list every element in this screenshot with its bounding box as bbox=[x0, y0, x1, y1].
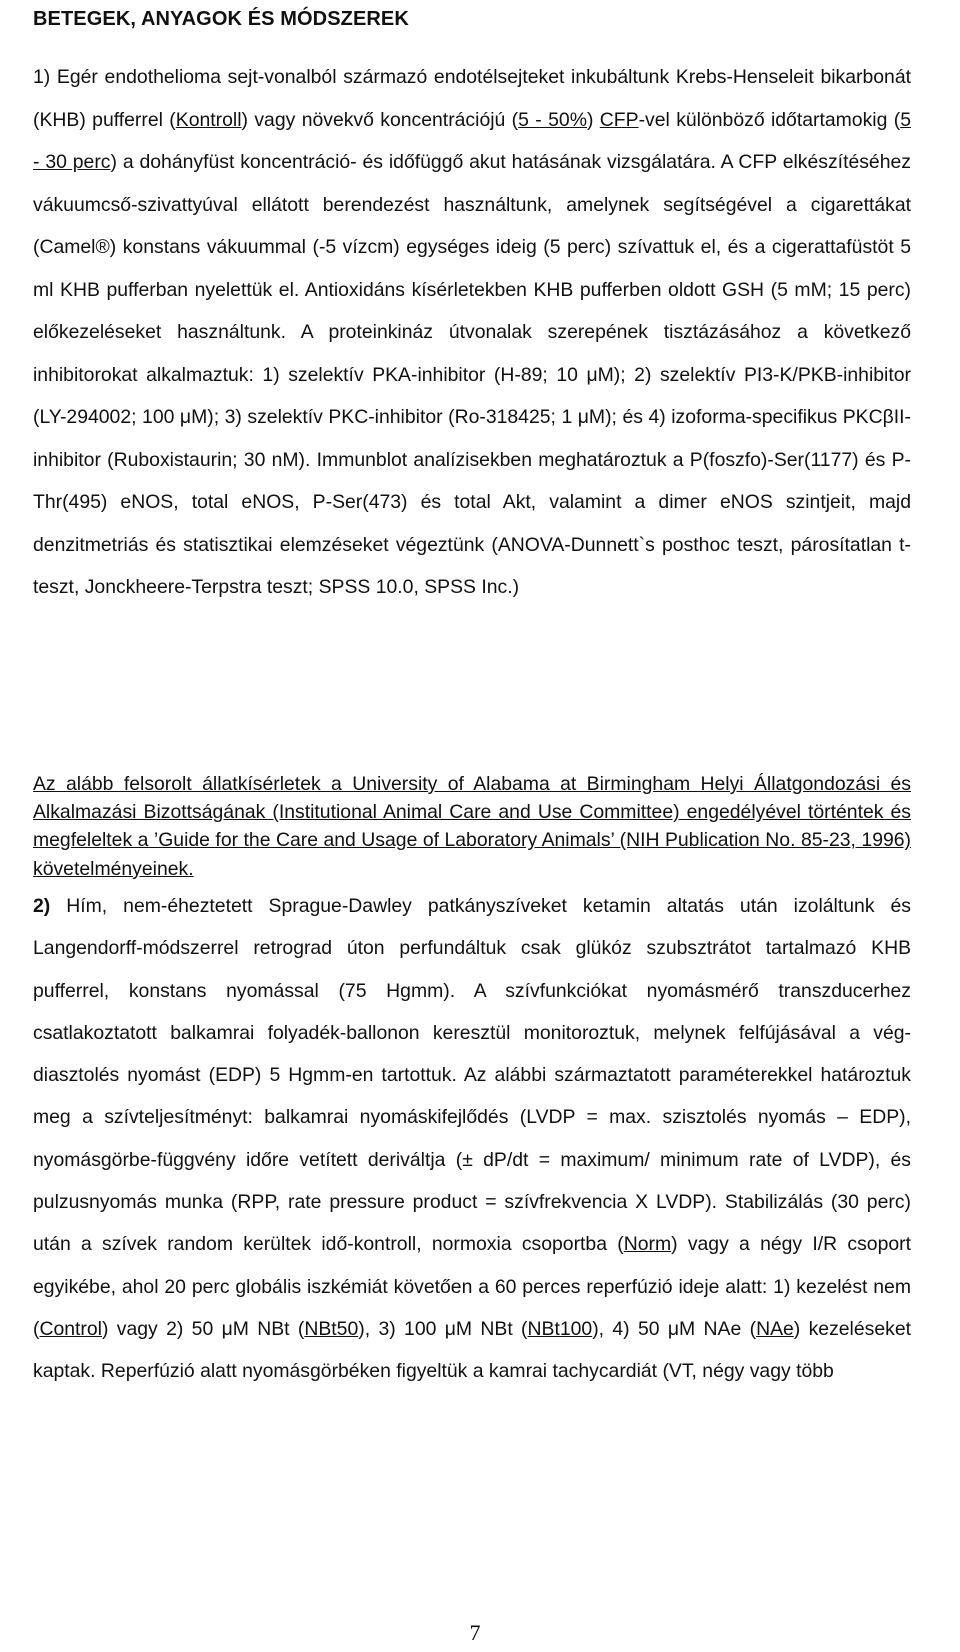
list-number: 2) bbox=[33, 895, 51, 917]
underlined-term: Norm bbox=[623, 1233, 672, 1256]
text-run: ) vagy a négy I/R csoport egyikébe, ahol 20 perc globális iszkémiát követően a 60 perces reperfúzió ideje alatt: 1) kezelést nem ( bbox=[33, 1233, 911, 1340]
paragraph-methods-cells bbox=[33, 56, 911, 609]
section-heading: BETEGEK, ANYAGOK ÉS MÓDSZEREK bbox=[33, 8, 409, 30]
underlined-term: 5 - 50% bbox=[518, 108, 587, 131]
underlined-term: NBt50 bbox=[304, 1317, 359, 1340]
paragraph-methods-hearts bbox=[33, 885, 911, 1393]
text-run: ) bbox=[586, 108, 600, 131]
underlined-term: 5 - 30 perc bbox=[33, 108, 911, 173]
text-run: ) a dohányfüst koncentráció- és időfüggő akut hatásának vizsgálatára. A CFP elkészítéséhez vákuumcső-szivattyúval ellátott berendezést használtunk, amelynek segítségével a cigarettákat (Camel®) konstans vákuummal (-5 vízcm) egységes ideig (5 perc) szívattuk el, és a cigerattafüstöt 5 ml KHB pufferban nyelettük el. Antioxidáns kísérletekben KHB pufferben oldott GSH (5 mM; 15 perc) előkezeléseket használtunk. A proteinkináz útvonalak szerepének tisztázásához a következő inhibitorokat alkalmaztuk: 1) szelektív PKA-inhibitor (H-89; 10 μM); 2) szelektív PI3-K/PKB-inhibitor (LY-294002; 100 μM); 3) szelektív PKC-inhibitor (Ro-318425; 1 μM); és 4) izoforma-specifikus PKCβII-inhibitor (Ruboxistaurin; 30 nM). Immunblot analízisekben meghatároztuk a P(foszfo)-Ser(1177) és P-Thr(495) eNOS, total eNOS, P-Ser(473) és total Akt, valamint a dimer eNOS szintjeit, majd denzitmetriás és statisztikai elemzéseket végeztünk (ANOVA-Dunnett`s posthoc teszt, párosítatlan t-teszt, Jonckheere-Terpstra teszt; SPSS 10.0, SPSS Inc.) bbox=[33, 151, 911, 598]
underlined-term: Control bbox=[39, 1317, 102, 1340]
text-run: 1) Egér endothelioma sejt-vonalból származó endotélsejteket inkubáltunk Krebs-Henseleit bikarbonát (KHB) pufferrel ( bbox=[33, 66, 911, 131]
text-run: ) kezeléseket kaptak. Reperfúzió alatt nyomásgörbéken figyeltük a kamrai tachycardiát (VT, négy vagy több bbox=[33, 1317, 911, 1383]
underlined-term: NBt100 bbox=[527, 1317, 593, 1340]
page-number: 7 bbox=[469, 1620, 481, 1645]
underlined-term: Kontroll bbox=[175, 108, 242, 131]
text-run: Hím, nem-éheztetett Sprague-Dawley patkányszíveket ketamin altatás után izoláltunk és Langendorff-módszerrel retrograd úton perfundáltuk csak glükóz szubsztrátot tartalmazó KHB pufferrel, konstans nyomással (75 Hgmm). A szívfunkciókat nyomásmérő transzducerhez csatlakoztatott balkamrai folyadék-ballonon keresztül monitoroztuk, melynek felfújásával a vég-diasztolés nyomást (EDP) 5 Hgmm-en tartottuk. Az alábbi származtatott paraméterekkel határoztuk meg a szívteljesítményt: balkamrai nyomáskifejlődés (LVDP = max. szisztolés nyomás – EDP), nyomásgörbe-függvény időre vetített deriváltja (± dP/dt = maximum/ minimum rate of LVDP), és pulzusnyomás munka (RPP, rate pressure product = szívfrekvencia X LVDP). Stabilizálás (30 perc) után a szívek random kerültek idő-kontroll, normoxia csoportba ( bbox=[33, 895, 911, 1256]
underlined-term: NAe bbox=[756, 1317, 794, 1340]
text-run: -vel különböző időtartamokig ( bbox=[638, 108, 901, 131]
text-run: ), 4) 50 μM NAe ( bbox=[592, 1317, 757, 1340]
text-run: ) vagy növekvő koncentrációjú ( bbox=[241, 108, 519, 131]
text-run: ), 3) 100 μM NBt ( bbox=[358, 1317, 528, 1340]
underlined-term: CFP bbox=[599, 108, 639, 131]
paragraph-animal-ethics: Az alább felsorolt állatkísérletek a University of Alabama at Birmingham Helyi Állatgondozási és Alkalmazási Bizottságának (Institutional Animal Care and Use Committee) engedélyével történtek és megfeleltek a ’Guide for the Care and Usage of Laboratory Animals’ (NIH Publication No. 85-23, 1996) követelményeinek. bbox=[33, 773, 911, 880]
text-run: ) vagy 2) 50 μM NBt ( bbox=[101, 1317, 305, 1340]
